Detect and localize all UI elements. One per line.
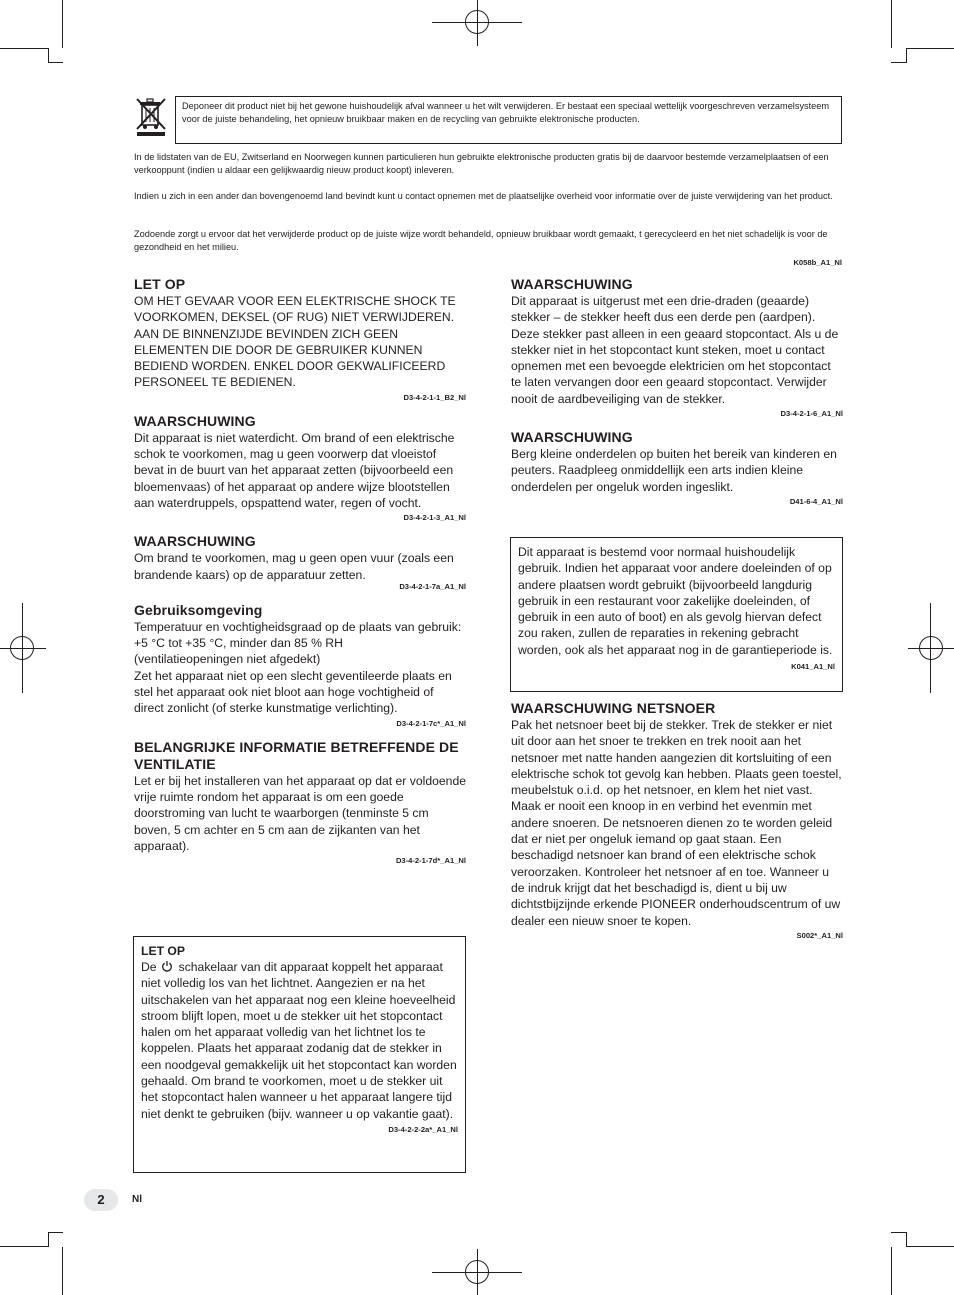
reference-code: D3-4-2-1-3_A1_Nl <box>403 513 466 523</box>
section-body: Temperatuur en vochtigheidsgraad op de plaats van gebruik: <box>134 619 462 634</box>
section-body: Dit apparaat is uitgerust met een drie-draden (geaarde) stekker – de stekker heeft dus een derde pen (aardpen). Deze stekker past alleen in een geaard stopcontact. Als u de stekker niet in het stopcontact kunt steken, moet u contact opnemen met een bevoegde elektricien om het stopcontact te laten vervangen door een geaard stopcontact. Verwijder nooit de aardbeveiliging van de stekker. <box>511 294 839 406</box>
section-body: OM HET GEVAAR VOOR EEN ELEKTRISCHE SHOCK TE VOORKOMEN, DEKSEL (OF RUG) NIET VERWIJDEREN. AAN DE BINNENZIJDE BEVINDEN ZICH GEEN ELEMENTEN DIE DOOR DE GEBRUIKER KUNNEN BEDIEND WORDEN. ENKEL DOOR GEKWALIFICEERD PERSONEEL TE BEDIENEN. <box>134 294 456 390</box>
reference-code: D41-6-4_A1_Nl <box>789 496 843 506</box>
crossed-bin-icon <box>134 96 168 136</box>
reference-code: D3-4-2-1-7c*_A1_Nl <box>396 718 466 728</box>
box-body-pre: De <box>141 960 157 974</box>
registration-line <box>477 0 478 46</box>
crop-mark-icon <box>0 1246 48 1247</box>
section-body: Pak het netsnoer beet bij de stekker. Trek de stekker er niet uit door aan het snoer te trekken en trek nooit aan het netsnoer met natte handen aangezien dit kortsluiting of een elektrische schok tot gevolg kan hebben. Plaats geen toestel, meubelstuk o.i.d. op het netsnoer, en klem het niet vast. Maak er nooit een knoop in en verbind het evenmin met andere snoeren. De netsnoeren dienen zo te worden geleid dat er niet per ongeluk iemand op gaat staan. Een beschadigd netsnoer kan brand of een elektrische schok veroorzaken. Kontroleer het netsnoer af en toe. Wanneer u de indruk krijgt dat het beschadigd is, dient u bij uw dichtstbijzijnde erkende PIONEER onderhoudscentrum of uw dealer een nieuw snoer te kopen. <box>511 718 842 928</box>
reference-code: D3-4-2-1-6_A1_Nl <box>780 409 843 419</box>
section-title: Gebruiksomgeving <box>134 601 263 618</box>
box-body: Dit apparaat is bestemd voor normaal huishoudelijk gebruik. Indien het apparaat voor andere doeleinden of op andere plaatsen wordt gebruikt (bijvoorbeeld langdurig gebruik in een restaurant voor zakelijke doeleinden, of gebruik in een auto of boot) en als gevolg hiervan defect zou raken, zullen de reparaties in rekening gebracht worden, ook als het apparaat nog in de garantieperiode is. <box>518 545 833 657</box>
section-body: +5 °C tot +35 °C, minder dan 85 % RH <box>134 636 343 651</box>
section-title: BELANGRIJKE INFORMATIE BETREFFENDE DE VENTILATIE <box>134 738 459 772</box>
reference-code: K058b_A1_Nl <box>793 258 842 267</box>
reference-code: D3-4-2-1-7a_A1_Nl <box>399 581 466 591</box>
registration-line <box>477 1249 478 1295</box>
section-body: Berg kleine onderdelen op buiten het bereik van kinderen en peuters. Raadpleeg onmiddellijk een arts indien kleine onderdelen per ongeluk worden ingeslikt. <box>511 447 837 494</box>
reference-code: D3-4-2-1-1_B2_Nl <box>403 392 466 402</box>
section-body: Let er bij het installeren van het apparaat op dat er voldoende vrije ruimte rondom het apparaat is om een goede doorstroming van lucht te waarborgen (tenminste 5 cm boven, 5 cm achter en 5 cm aan de zijkanten van het apparaat). <box>134 773 467 853</box>
right-column <box>511 276 843 517</box>
crop-mark-icon <box>62 0 63 48</box>
weee-paragraph: In de lidstaten van de EU, Zwitserland en Noorwegen kunnen particulieren hun gebruikte elektronische producten gratis bij de daarvoor bestemde verzamelplaatsen of een verkooppunt (indien u aldaar een gelijkwaardig nieuw product koopt) inleveren. <box>134 152 829 175</box>
right-column-lower <box>511 700 843 951</box>
crop-mark-icon <box>48 62 63 63</box>
section-body: Zet het apparaat niet op een slecht geventileerde plaats en stel het apparaat ook niet bloot aan hoge vochtigheid of direct zonlicht (of sterke kunstmatige verlichting). <box>134 668 452 716</box>
crop-mark-icon <box>891 1232 906 1233</box>
section-title: LET OP <box>134 276 186 292</box>
weee-notice-box: Deponeer dit product niet bij het gewone huishoudelijk afval wanneer u het wilt verwijderen. Er bestaat een speciaal wettelijk voorgeschreven verzamelsysteem voor de juiste behandeling, het opnieuw bruikbaar maken en de recycling van gebruikte elektronische producten. <box>175 96 842 144</box>
weee-paragraph: Zodoende zorgt u ervoor dat het verwijderde product op de juiste wijze wordt behandeld, opnieuw bruikbaar wordt gemaakt, t gerecycleerd en het niet schadelijk is voor de gezondheid en het milieu. <box>134 229 828 252</box>
reference-code: S002*_A1_Nl <box>796 930 843 940</box>
section-title: WAARSCHUWING <box>511 429 633 446</box>
section-title: WAARSCHUWING <box>511 276 633 292</box>
registration-line <box>0 648 46 649</box>
crop-mark-icon <box>48 1232 49 1247</box>
page-number: 2 <box>84 1189 118 1211</box>
crop-mark-icon <box>891 62 906 63</box>
section-title: WAARSCHUWING NETSNOER <box>511 700 716 716</box>
crop-mark-icon <box>48 48 49 63</box>
reference-code: D3-4-2-1-7d*_A1_Nl <box>395 856 466 866</box>
language-code: Nl <box>132 1194 142 1205</box>
crop-mark-icon <box>906 48 907 63</box>
reference-code: K041_A1_Nl <box>791 662 835 672</box>
box-title: LET OP <box>141 944 186 958</box>
section-title: WAARSCHUWING <box>134 412 256 429</box>
weee-paragraph: Indien u zich in een ander dan bovengenoemd land bevindt kunt u contact opnemen met de plaatselijke overheid voor informatie over de juiste verwijdering van het product. <box>134 191 833 201</box>
reference-code: D3-4-2-2-2a*_A1_Nl <box>388 1124 458 1134</box>
crop-mark-icon <box>891 0 892 48</box>
crop-mark-icon <box>62 1247 63 1295</box>
crop-mark-icon <box>891 1247 892 1295</box>
registration-line <box>930 603 931 693</box>
crop-mark-icon <box>0 48 48 49</box>
section-body: Om brand te voorkomen, mag u geen open vuur (zoals een brandende kaars) op de apparatuur zetten. <box>134 551 454 582</box>
left-column <box>134 276 466 876</box>
power-standby-icon <box>161 960 173 972</box>
crop-mark-icon <box>48 1232 63 1233</box>
box-body-post: schakelaar van dit apparaat koppelt het apparaat niet volledig los van het lichtnet. Aangezien er na het uitschakelen van het apparaat nog een kleine hoeveelheid stroom blijft lopen, moet u de stekker uit het stopcontact halen om het apparaat volledig van het lichtnet los te koppelen. Plaats het apparaat zodanig dat de stekker in een noodgeval gemakkelijk uit het stopcontact kan worden gehaald. Om brand te voorkomen, moet u de stekker uit het stopcontact halen wanneer u het apparaat langere tijd niet denkt te gebruiken (bijv. wanneer u op vakantie gaat). <box>141 960 457 1121</box>
caution-box <box>133 936 466 1173</box>
section-title: WAARSCHUWING <box>134 533 256 550</box>
box-body <box>141 959 458 1122</box>
household-use-box <box>510 537 843 692</box>
section-body: Dit apparaat is niet waterdicht. Om brand of een elektrische schok te voorkomen, mag u geen voorwerp dat vloeistof bevat in de buurt van het apparaat zetten (bijvoorbeeld een bloemenvaas) of het apparaat op andere wijze blootstellen aan waterdruppels, opspattend water, regen of vocht. <box>134 430 455 510</box>
crop-mark-icon <box>906 1246 954 1247</box>
registration-line <box>22 603 23 693</box>
crop-mark-icon <box>906 48 954 49</box>
section-body: (ventilatieopeningen niet afgedekt) <box>134 652 321 667</box>
crop-mark-icon <box>906 1232 907 1247</box>
registration-line <box>908 648 954 649</box>
